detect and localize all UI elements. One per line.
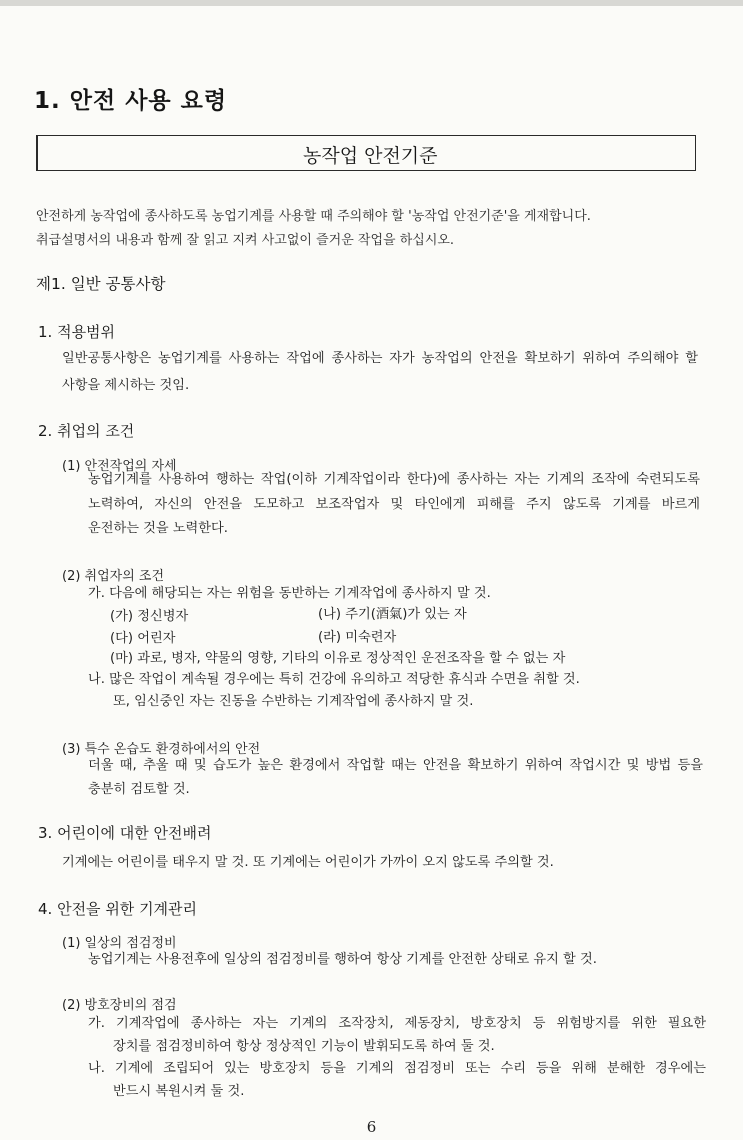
s2-p2-na: 나. 많은 작업이 계속될 경우에는 특히 건강에 유의하고 적당한 휴식과 수면을 취할 것.: [88, 672, 580, 687]
s4-p2-na-2: 반드시 복원시켜 둘 것.: [113, 1084, 245, 1099]
s4-p2-ga-1: 가. 기계작업에 종사하는 자는 기계의 조작장치, 제동장치, 방호장치 등 위험방지를 위한 필요한: [88, 1016, 706, 1031]
s4-p2-ga-2: 장치를 점검정비하여 항상 정상적인 기능이 발휘되도록 하여 둘 것.: [113, 1039, 495, 1054]
s2-p2-ga-b: (나) 주기(酒氣)가 있는 자: [318, 607, 467, 622]
s4-p2-na-1: 나. 기계에 조립되어 있는 방호장치 등을 기계의 점검정비 또는 수리 등을 위해 분해한 경우에는: [88, 1061, 706, 1076]
s2-p3-line-2: 충분히 검토할 것.: [88, 782, 190, 797]
box-title: 농작업 안전기준: [303, 145, 438, 167]
s2-p1-heading: (1) 안전작업의 자세: [62, 459, 177, 474]
s4-heading: 4. 안전을 위한 기계관리: [38, 900, 198, 918]
s2-p2-ga-e: (마) 과로, 병자, 약물의 영향, 기타의 이유로 정상적인 운전조작을 할 수 없는 자: [110, 651, 566, 666]
s2-heading: 2. 취업의 조건: [38, 422, 135, 440]
s3-heading: 3. 어린이에 대한 안전배려: [38, 824, 212, 842]
s2-p2-ga: 가. 다음에 해당되는 자는 위험을 동반하는 기계작업에 종사하지 말 것.: [88, 586, 491, 601]
s4-p1-line: 농업기계는 사용전후에 일상의 점검정비를 행하여 항상 기계를 안전한 상태로 유지 할 것.: [88, 952, 597, 967]
page-number: 6: [366, 1118, 377, 1136]
s1-line-2: 사항을 제시하는 것임.: [62, 378, 190, 393]
title-box: [36, 135, 696, 171]
intro-line-1: 안전하게 농작업에 종사하도록 농업기계를 사용할 때 주의해야 할 '농작업 안전기준'을 게재합니다.: [36, 209, 591, 224]
section-heading: 제1. 일반 공통사항: [36, 275, 166, 293]
s1-line-1: 일반공통사항은 농업기계를 사용하는 작업에 종사하는 자가 농작업의 안전을 확보하기 위하여 주의해야 할: [62, 351, 698, 366]
s2-p3-line-1: 더울 때, 추울 때 및 습도가 높은 환경에서 작업할 때는 안전을 확보하기 위하여 작업시간 및 방법 등을: [88, 758, 703, 773]
s2-p2-ga-c: (다) 어린자: [110, 631, 176, 646]
scan-top-edge: [0, 0, 743, 6]
s2-p2-heading: (2) 취업자의 조건: [62, 569, 165, 584]
s4-p2-heading: (2) 방호장비의 점검: [62, 998, 177, 1013]
s2-p2-ga-d: (라) 미숙련자: [318, 630, 397, 645]
s2-p3-heading: (3) 특수 온습도 환경하에서의 안전: [62, 742, 261, 757]
page-title: 1. 안전 사용 요령: [34, 88, 228, 114]
intro-line-2: 취급설명서의 내용과 함께 잘 읽고 지켜 사고없이 즐거운 작업을 하십시오.: [36, 233, 455, 248]
s2-p1-line-1: 농업기계를 사용하여 행하는 작업(이하 기계작업이라 한다)에 종사하는 자는 기계의 조작에 숙련되도록: [88, 472, 700, 487]
s1-heading: 1. 적용범위: [38, 323, 116, 341]
s2-p2-na-2: 또, 임신중인 자는 진동을 수반하는 기계작업에 종사하지 말 것.: [113, 694, 474, 709]
s3-line: 기계에는 어린이를 태우지 말 것. 또 기계에는 어린이가 가까이 오지 않도록 주의할 것.: [62, 855, 554, 870]
s2-p2-ga-a: (가) 정신병자: [110, 609, 189, 624]
s4-p1-heading: (1) 일상의 점검정비: [62, 936, 177, 951]
s2-p1-line-3: 운전하는 것을 노력한다.: [88, 521, 228, 536]
s2-p1-line-2: 노력하여, 자신의 안전을 도모하고 보조작업자 및 타인에게 피해를 주지 않도록 기계를 바르게: [88, 497, 700, 512]
